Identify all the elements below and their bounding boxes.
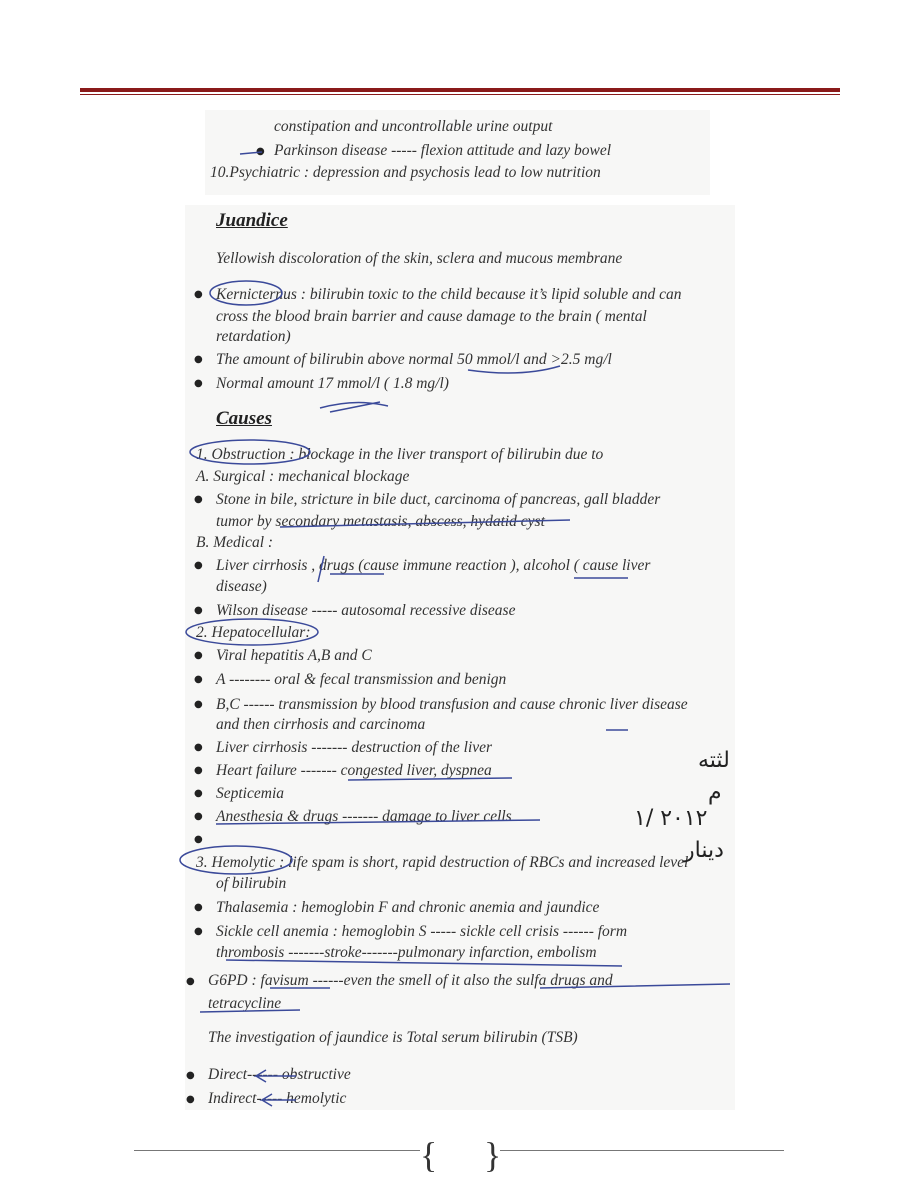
liver-line-1: Liver cirrhosis , drugs (cause immune reaction ), alcohol ( cause liver (216, 557, 651, 574)
cause-hemolytic-line-1: 3. Hemolytic : life spam is short, rapid destruction of RBCs and increased level (196, 854, 689, 871)
top-line-1: constipation and uncontrollable urine output (274, 118, 553, 135)
bullet: ● (194, 902, 203, 913)
viral-hepatitis: Viral hepatitis A,B and C (216, 647, 372, 664)
cause-medical: B. Medical : (196, 534, 274, 551)
thalasemia: Thalasemia : hemoglobin F and chronic anemia and jaundice (216, 899, 600, 916)
bullet: ● (194, 926, 203, 937)
bullet: ● (194, 699, 203, 710)
bullet: ● (186, 976, 195, 987)
margin-note-2: م (708, 780, 722, 805)
bilirubin-normal: Normal amount 17 mmol/l ( 1.8 mg/l) (216, 375, 449, 392)
bullet: ● (194, 811, 203, 822)
bullet: ● (194, 765, 203, 776)
margin-note-4: دينار (684, 838, 724, 863)
stone-line-1: Stone in bile, stricture in bile duct, carcinoma of pancreas, gall bladder (216, 491, 661, 508)
sickle-line-2: thrombosis -------stroke-------pulmonary infarction, embolism (216, 944, 597, 961)
bilirubin-amount: The amount of bilirubin above normal 50 mmol/l and >2.5 mg/l (216, 351, 612, 368)
bullet: ● (186, 1070, 195, 1081)
section-title-jaundice: Juandice (216, 210, 288, 231)
investigation-text: The investigation of jaundice is Total serum bilirubin (TSB) (208, 1029, 578, 1046)
bullet: ● (186, 1094, 195, 1105)
indirect-bilirubin: Indirect----- hemolytic (208, 1090, 347, 1107)
kernicterus-line-3: retardation) (216, 328, 291, 345)
bullet: ● (194, 605, 203, 616)
bullet: ● (256, 146, 265, 157)
cause-obstruction: 1. Obstruction : blockage in the liver transport of bilirubin due to (196, 446, 604, 463)
bullet: ● (194, 494, 203, 505)
liver-line-2: disease) (216, 578, 267, 595)
top-line-2: Parkinson disease ----- flexion attitude and lazy bowel (274, 142, 612, 159)
footer-rule-left (134, 1150, 420, 1151)
jaundice-definition: Yellowish discoloration of the skin, sclera and mucous membrane (216, 250, 623, 267)
hepatitis-a: A -------- oral & fecal transmission and benign (216, 671, 507, 688)
septicemia: Septicemia (216, 785, 285, 802)
footer-brace-left: { (420, 1135, 438, 1175)
bullet: ● (194, 834, 203, 845)
header-rule (80, 88, 840, 92)
margin-note-1: لثته (698, 748, 730, 773)
sickle-line-1: Sickle cell anemia : hemoglobin S ----- sickle cell crisis ------ form (216, 923, 628, 940)
bullet: ● (194, 378, 203, 389)
direct-bilirubin: Direct------ obstructive (208, 1066, 351, 1083)
bullet: ● (194, 674, 203, 685)
hepatitis-bc-line-2: and then cirrhosis and carcinoma (216, 716, 426, 733)
bullet: ● (194, 742, 203, 753)
g6pd-line-1: G6PD : favisum ------even the smell of it also the sulfa drugs and (208, 972, 613, 989)
bullet: ● (194, 788, 203, 799)
kernicterus-line-2: cross the blood brain barrier and cause damage to the brain ( mental (216, 308, 647, 325)
bullet: ● (194, 650, 203, 661)
anesthesia-drugs: Anesthesia & drugs ------- damage to liver cells (216, 808, 512, 825)
bullet: ● (194, 354, 203, 365)
cause-hemolytic-line-2: of bilirubin (216, 875, 287, 892)
kernicterus-line-1: Kernicternus : bilirubin toxic to the child because it’s lipid soluble and can (216, 286, 682, 303)
section-title-causes: Causes (216, 408, 272, 429)
wilson-disease: Wilson disease ----- autosomal recessive disease (216, 602, 516, 619)
g6pd-line-2: tetracycline (208, 995, 282, 1012)
top-line-3: 10.Psychiatric : depression and psychosis lead to low nutrition (210, 164, 601, 181)
cause-hepatocellular: 2. Hepatocellular: (196, 624, 311, 641)
hepatitis-bc-line-1: B,C ------ transmission by blood transfusion and cause chronic liver disease (216, 696, 688, 713)
margin-note-3: ٢٠١٢ /١ (634, 806, 708, 831)
liver-cirrhosis: Liver cirrhosis ------- destruction of the liver (216, 739, 493, 756)
footer-rule-right (500, 1150, 784, 1151)
stone-line-2: tumor by secondary metastasis, abscess, hydatid cyst (216, 513, 545, 530)
footer-brace-right: } (484, 1135, 502, 1175)
heart-failure: Heart failure ------- congested liver, dyspnea (216, 762, 492, 779)
bullet: ● (194, 560, 203, 571)
bullet: ● (194, 289, 203, 300)
header-rule-thin (80, 94, 840, 95)
cause-surgical: A. Surgical : mechanical blockage (196, 468, 410, 485)
